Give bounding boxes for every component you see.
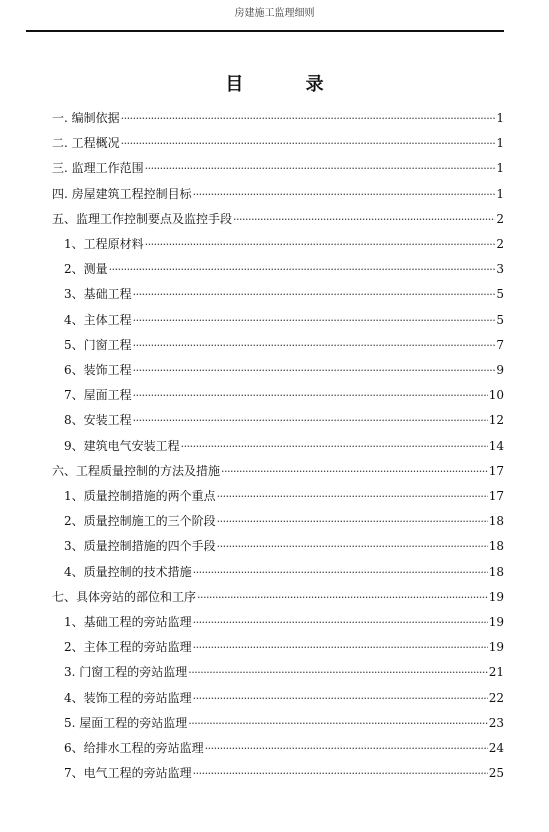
toc-leader-dots xyxy=(133,311,496,331)
toc-entry-page: 19 xyxy=(488,615,504,629)
toc-leader-dots xyxy=(217,512,488,532)
toc-entry-label: 4、主体工程 xyxy=(64,312,132,327)
toc-entry[interactable] xyxy=(52,587,504,607)
toc-entry-label: 5. 屋面工程的旁站监理 xyxy=(64,715,188,730)
toc-entry-label: 4、质量控制的技术措施 xyxy=(64,564,192,579)
toc-entry-page: 3 xyxy=(496,262,504,277)
toc-entry-page: 10 xyxy=(488,388,504,403)
toc-entry-page: 18 xyxy=(488,514,504,529)
toc-entry-page: 7 xyxy=(496,337,504,352)
toc-entry-label: 4、装饰工程的旁站监理 xyxy=(64,690,192,705)
toc-entry-page: 9 xyxy=(496,363,504,377)
toc-entry-label: 6、给排水工程的旁站监理 xyxy=(64,741,204,755)
toc-leader-dots xyxy=(145,159,496,179)
toc-entry-label: 1、质量控制措施的两个重点 xyxy=(64,489,216,503)
toc-entry-page: 14 xyxy=(488,438,504,453)
toc-entry[interactable] xyxy=(64,637,504,657)
toc-entry[interactable] xyxy=(52,108,504,128)
toc-entry-page: 19 xyxy=(488,589,504,604)
toc-entry-page: 22 xyxy=(488,690,504,705)
toc-entry[interactable] xyxy=(64,662,504,682)
toc-entry[interactable] xyxy=(52,209,504,229)
toc-entry-page: 1 xyxy=(496,186,504,201)
toc-entry-page: 2 xyxy=(496,211,504,226)
toc-entry-label: 1、工程原材料 xyxy=(64,237,144,251)
toc-entry[interactable] xyxy=(64,335,504,355)
toc-entry-label: 一. 编制依据 xyxy=(52,111,120,125)
toc-entry-label: 二. 工程概况 xyxy=(52,136,120,151)
toc-entry-page: 19 xyxy=(488,640,504,655)
toc-leader-dots xyxy=(133,285,496,305)
toc-leader-dots xyxy=(193,563,488,583)
toc-entry-page: 21 xyxy=(488,665,504,680)
toc-entry-label: 7、电气工程的旁站监理 xyxy=(64,766,192,781)
toc-entry-page: 12 xyxy=(488,413,504,428)
toc-leader-dots xyxy=(233,210,495,230)
toc-entry-label: 8、安装工程 xyxy=(64,413,132,428)
toc-entry-page: 17 xyxy=(488,463,504,478)
toc-leader-dots xyxy=(133,411,488,431)
toc-leader-dots xyxy=(188,714,487,734)
toc-entry-page: 18 xyxy=(488,539,504,554)
toc-entry-label: 五、监理工作控制要点及监控手段 xyxy=(52,211,233,226)
toc-entry[interactable] xyxy=(64,234,504,254)
toc-entry-label: 2、测量 xyxy=(64,262,108,277)
toc-leader-dots xyxy=(188,663,487,683)
toc-entry-label: 3. 门窗工程的旁站监理 xyxy=(64,665,188,680)
toc-entry-page: 25 xyxy=(488,766,504,781)
toc-entry-label: 1、基础工程的旁站监理 xyxy=(64,615,192,629)
toc-entry[interactable] xyxy=(64,511,504,531)
toc-entry[interactable] xyxy=(64,259,504,279)
toc-entry[interactable] xyxy=(64,436,504,456)
toc-entry-label: 3、基础工程 xyxy=(64,287,132,302)
toc-entry[interactable] xyxy=(64,562,504,582)
toc-entry-page: 5 xyxy=(496,287,504,302)
toc-leader-dots xyxy=(193,689,488,709)
toc-leader-dots xyxy=(193,764,488,784)
toc-entry[interactable] xyxy=(52,158,504,178)
toc-entry[interactable] xyxy=(64,763,504,783)
toc-entry[interactable] xyxy=(64,410,504,430)
toc-leader-dots xyxy=(133,386,488,406)
toc-entry[interactable] xyxy=(64,360,504,380)
toc-entry[interactable] xyxy=(64,486,504,506)
toc-entry-label: 3、质量控制措施的四个手段 xyxy=(64,539,216,554)
toc-entry[interactable] xyxy=(64,713,504,733)
toc-leader-dots xyxy=(193,638,488,658)
toc-entry[interactable] xyxy=(64,536,504,556)
toc-leader-dots xyxy=(193,613,488,633)
toc-entry-label: 6、装饰工程 xyxy=(64,363,132,377)
toc-entry-label: 三. 监理工作范围 xyxy=(52,161,144,176)
toc-leader-dots xyxy=(217,487,488,507)
toc-entry[interactable] xyxy=(64,738,504,758)
toc-entry-page: 17 xyxy=(488,489,504,503)
toc-entry[interactable] xyxy=(64,688,504,708)
toc-entry-page: 1 xyxy=(496,136,504,151)
toc-entry-label: 2、主体工程的旁站监理 xyxy=(64,640,192,655)
toc-entry[interactable] xyxy=(64,284,504,304)
toc-entry-page: 18 xyxy=(488,564,504,579)
toc-leader-dots xyxy=(121,134,496,154)
toc-leader-dots xyxy=(221,462,488,482)
toc-entry[interactable] xyxy=(64,612,504,632)
toc-entry-page: 24 xyxy=(488,741,504,755)
toc-entry-label: 七、具体旁站的部位和工序 xyxy=(52,589,197,604)
toc-title: 目 录 xyxy=(225,74,352,95)
toc-leader-dots xyxy=(133,336,496,356)
toc-leader-dots xyxy=(217,537,488,557)
toc-leader-dots xyxy=(121,109,496,129)
toc-entry-label: 9、建筑电气安装工程 xyxy=(64,438,180,453)
header-rule xyxy=(26,30,504,32)
toc-entry-page: 2 xyxy=(496,237,504,251)
toc-entry-label: 7、屋面工程 xyxy=(64,388,132,403)
toc-leader-dots xyxy=(181,437,488,457)
toc-leader-dots xyxy=(145,235,496,255)
toc-entry-label: 5、门窗工程 xyxy=(64,337,132,352)
toc-leader-dots xyxy=(109,260,496,280)
toc-leader-dots xyxy=(193,185,496,205)
toc-entry-label: 六、工程质量控制的方法及措施 xyxy=(52,463,221,478)
toc-entry-page: 23 xyxy=(488,715,504,730)
toc-entry[interactable] xyxy=(64,310,504,330)
toc-entry-page: 1 xyxy=(496,161,504,176)
toc-entry-page: 1 xyxy=(496,111,504,125)
toc-entry[interactable] xyxy=(52,461,504,481)
toc-entry-page: 5 xyxy=(496,312,504,327)
toc-entry-label: 四. 房屋建筑工程控制目标 xyxy=(52,186,192,201)
page-header: 房建施工监理细则 xyxy=(234,8,315,19)
toc-entry[interactable] xyxy=(52,184,504,204)
toc-entry[interactable] xyxy=(52,133,504,153)
toc-leader-dots xyxy=(205,739,488,759)
toc-entry[interactable] xyxy=(64,385,504,405)
toc-entry-label: 2、质量控制施工的三个阶段 xyxy=(64,514,216,529)
toc-leader-dots xyxy=(197,588,488,608)
toc-leader-dots xyxy=(133,361,496,381)
